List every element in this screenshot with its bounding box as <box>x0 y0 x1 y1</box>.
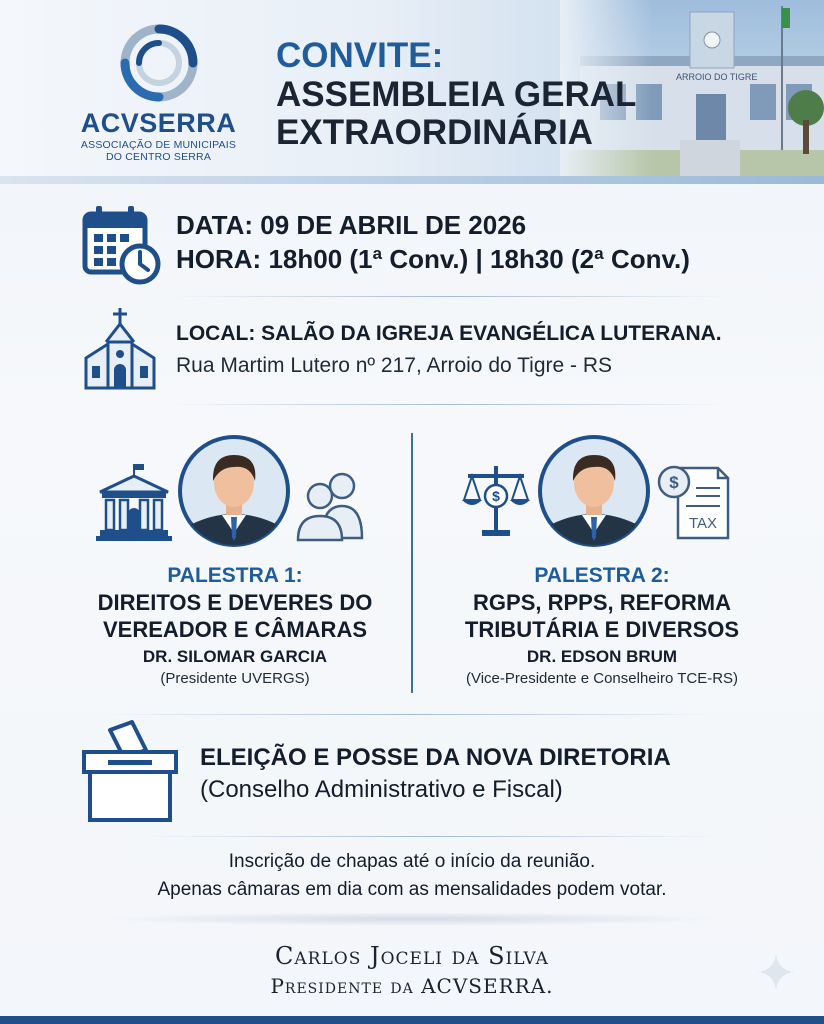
speaker-1-avatar <box>176 433 292 549</box>
bottom-bar <box>0 1016 824 1024</box>
title-line-3: EXTRAORDINÁRIA <box>276 113 593 152</box>
location-label: LOCAL: <box>176 322 256 345</box>
location-title <box>176 322 722 346</box>
talk-2-title-1: RGPS, RPPS, REFORMA <box>473 590 731 615</box>
location-place: SALÃO DA IGREJA EVANGÉLICA LUTERANA. <box>261 322 722 345</box>
ballot-box-icon <box>80 720 180 824</box>
talk-1-speaker: DR. SILOMAR GARCIA <box>142 647 328 666</box>
talks-separator <box>411 433 413 693</box>
title-line-2: ASSEMBLEIA GERAL <box>276 75 637 114</box>
logo-subtitle-2: DO CENTRO SERRA <box>105 151 212 163</box>
title-line-1: CONVITE: <box>276 36 444 75</box>
talk-2-role: (Vice-Presidente e Conselheiro TCE-RS) <box>465 670 739 687</box>
election-subtitle: (Conselho Administrativo e Fiscal) <box>200 776 563 803</box>
signature-role: Presidente da ACVSERRA. <box>270 974 554 998</box>
page-title <box>276 36 636 152</box>
calendar-clock-icon <box>82 204 162 286</box>
scale-dollar-icon <box>460 462 532 542</box>
schedule-block <box>176 208 690 276</box>
logo-subtitle-1: ASSOCIAÇÃO DE MUNICIPAIS <box>80 139 237 151</box>
note-voting: Apenas câmaras em dia com as mensalidades podem votar. <box>157 879 667 900</box>
election-block <box>200 744 671 804</box>
talk-1-label: PALESTRA 1: <box>167 564 303 587</box>
hour-line <box>176 242 690 276</box>
hour-value: 18h00 (1ª Conv.) | 18h30 (2ª Conv.) <box>268 244 690 274</box>
talk-2-title-2: TRIBUTÁRIA E DIVERSOS <box>464 617 740 642</box>
hour-label: HORA: <box>176 244 262 274</box>
header-divider <box>0 176 824 184</box>
header-banner <box>0 0 824 182</box>
sparkle-icon <box>756 952 796 992</box>
notes-shadow <box>100 912 724 926</box>
group-people-icon <box>296 466 364 542</box>
talk-2-speaker: DR. EDSON BRUM <box>526 647 678 666</box>
divider-3 <box>100 714 720 715</box>
talk-1-title-1: DIREITOS E DEVERES DO <box>97 590 373 615</box>
talk-2 <box>420 563 784 689</box>
date-line <box>176 208 690 242</box>
tax-document-icon <box>656 462 732 542</box>
signature-name: Carlos Joceli da Silva <box>275 942 549 970</box>
note-registration: Inscrição de chapas até o início da reunião. <box>228 851 596 872</box>
talk-1 <box>60 563 410 689</box>
courthouse-icon <box>96 462 172 542</box>
date-value: 09 DE ABRIL DE 2026 <box>260 210 527 240</box>
logo-name: ACVSERRA <box>80 108 237 138</box>
election-title: ELEIÇÃO E POSSE DA NOVA DIRETORIA <box>200 744 671 771</box>
divider-4 <box>140 836 720 837</box>
date-label: DATA: <box>176 210 254 240</box>
tax-label: TAX <box>688 515 718 532</box>
location-block <box>176 322 722 378</box>
divider-2 <box>170 404 730 405</box>
divider-1 <box>170 296 730 297</box>
svg-text:$: $ <box>669 473 679 492</box>
logo-swirl-icon <box>116 20 202 106</box>
speaker-2-avatar <box>536 433 652 549</box>
svg-text:$: $ <box>492 488 500 504</box>
church-icon <box>82 306 158 390</box>
notes <box>0 848 824 904</box>
talk-1-role: (Presidente UVERGS) <box>160 670 310 687</box>
acvserra-logo <box>76 20 241 170</box>
talk-1-title-2: VEREADOR E CÂMARAS <box>102 617 368 642</box>
location-address: Rua Martim Lutero nº 217, Arroio do Tigre - RS <box>176 354 613 377</box>
signature-block <box>0 940 824 1000</box>
talk-2-label: PALESTRA 2: <box>534 564 670 587</box>
